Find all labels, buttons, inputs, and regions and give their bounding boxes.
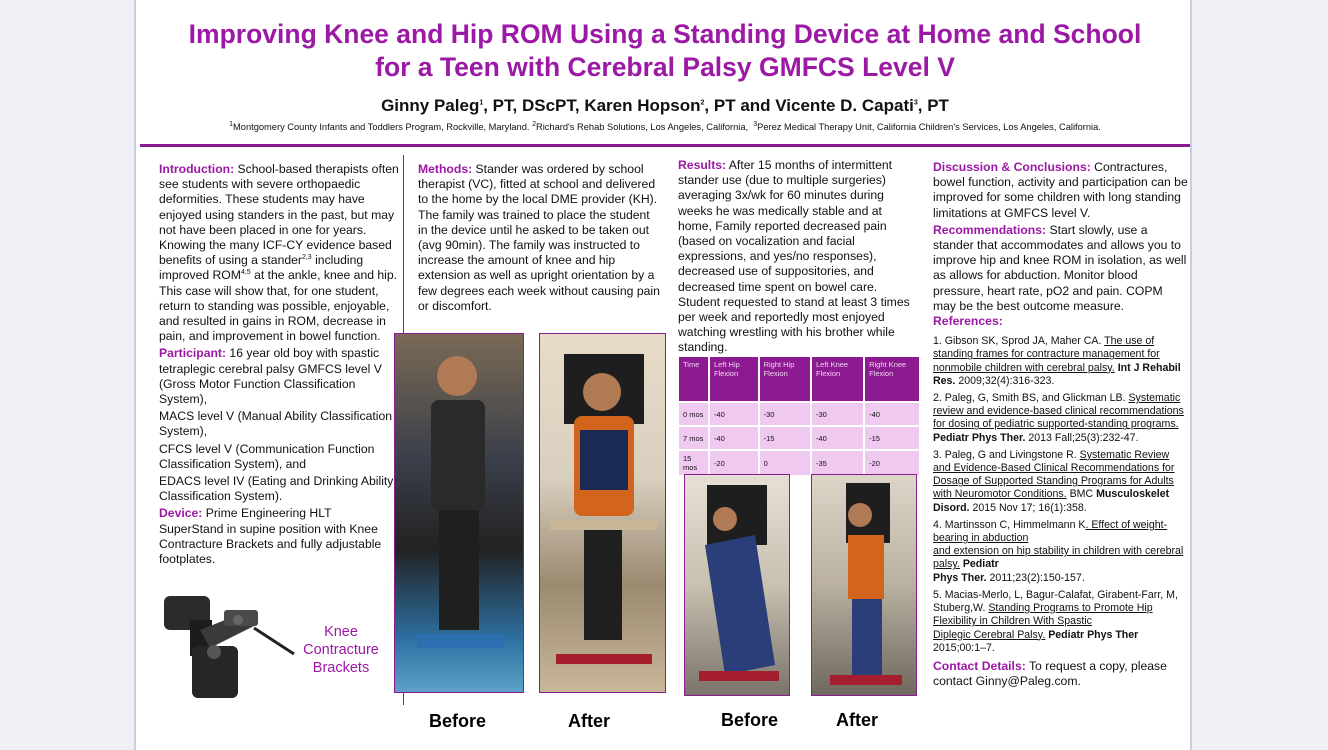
participant-heading: Participant: (159, 346, 227, 361)
table-row: 0 mos -40 -30 -30 -40 (679, 403, 919, 425)
affiliations: $^1$Montgomery County Infants and Toddlers Program, Rockville, Maryland. $^2$Richard's Rehab Solutions, Los Angeles, California, $^3$Perez Medical Therapy Unit, California Children's Services, Los Angeles, California. (229, 120, 1101, 132)
caption-after-1: After (568, 711, 611, 731)
contact-section: Contact Details: To request a copy, please contact Ginny@Paleg.com. (933, 658, 1167, 689)
photo-after-front (539, 333, 666, 693)
rom-header-right-hip: Right Hip Flexion (760, 357, 810, 401)
table-row: 15 mos -20 0 -35 -20 (679, 451, 919, 475)
references-heading: References: (933, 314, 1003, 329)
introduction-heading: Introduction: (159, 162, 235, 176)
reference-5: 5. Macias-Merlo, L, Bagur-Calafat, Girabent-Farr, M, Stuberg,W. Standing Programs to Promote Hip Flexibility in Children With Spastic Diplegic Cerebral Palsy. Pediatr Phys Ther 2015;00:1–7. (933, 588, 1178, 654)
methods-section: Methods: Stander was ordered by school therapist (VC), fitted at school and delivered to the home by the local DME provider (KH). The family was trained to place the student in the device until he asked to be taken out (avg 90min). The family was instructed to increase the amount of knee and hip extension as well as upright orientation by a few degrees each week without causing pain or discomfort. (418, 162, 660, 313)
discussion-section: Discussion & Conclusions: Contractures, bowel function, activity and participation can be improved for some children with long standing limitations at GMFCS level V. (933, 160, 1188, 220)
poster-title-line-2: for a Teen with Cerebral Palsy GMFCS Level V (375, 52, 955, 82)
reference-4: 4. Martinsson C, Himmelmann K. Effect of weight-bearing in abduction and extension on hip stability in children with cerebral palsy. Pediatr Phys Ther. 2011;23(2):150-157. (933, 518, 1184, 584)
knee-contracture-bracket-image (154, 590, 302, 702)
photo-before-front (394, 333, 524, 693)
column-4 (933, 160, 1189, 689)
bracket-label: Knee Contracture Brackets (303, 624, 379, 676)
header-rule (140, 144, 1190, 147)
rom-header-left-hip: Left Hip Flexion (710, 357, 758, 401)
recommendations-section: Recommendations: Start slowly, use a stander that accommodates and allows you to improve hip and knee ROM in isolation, as well as allows for abduction. Monitor blood pressure, heart rate, pO2 and pain. COPM may be the best outcome measure. (933, 222, 1187, 313)
device-heading: Device: (159, 506, 203, 521)
results-section: Results: After 15 months of intermittent stander use (due to multiple surgeries) averaging 3x/wk for 60 minutes during weeks he was medically stable and at home, Family reported decreased pain (based on vocalization and facial expressions, and yes/no responses), decreased use of suppositories, and decreased time spent on bowel care. Student requested to stand at least 3 times per week and reportedly most enjoyed watching wrestling with his brother while standing. (678, 158, 910, 355)
recommendations-heading: Recommendations: (933, 222, 1047, 237)
poster-title-line-1: Improving Knee and Hip ROM Using a Standing Device at Home and School (188, 19, 1142, 49)
rom-table-header-row (679, 357, 919, 401)
column-1 (159, 162, 399, 567)
caption-before-1: Before (429, 711, 487, 731)
results-heading: Results: (678, 158, 727, 172)
introduction-section: Introduction: School-based therapists often see students with severe orthopaedic deformities. These students may have enjoyed using standers in the past, but may not have been placed in one for years. Knowing the many ICF-CY evidence based benefits of using a stander$^{2,3}$ including improved ROM$^{4,5}$ at the ankle, knee and hip. This case will show that, for one student, return to standing was possible, enjoyable, and resulted in gains in ROM, decrease in pain, and improvement in bowel function. (159, 162, 399, 344)
participant-cfcs: CFCS level V (Communication Function Classification System), and (159, 441, 375, 471)
participant-edacs: EDACS level IV (Eating and Drinking Ability Classification System). (159, 474, 394, 504)
authors: Ginny Paleg$^1$, PT, DScPT, Karen Hopson$^2$, PT and Vicente D. Capati$^3$, PT (381, 96, 949, 115)
poster (134, 0, 1192, 750)
rom-header-left-knee: Left Knee Flexion (812, 357, 863, 401)
photo-before-side (684, 474, 790, 696)
rom-header-right-knee: Right Knee Flexion (865, 357, 919, 401)
column-3 (678, 158, 918, 356)
reference-3: 3. Paleg, G and Livingstone R. Systematic Review and Evidence-Based Clinical Recommendations for Dosage of Supported Standing Programs for Adults with Neuromotor Conditions. BMC Musculoskelet Disord. 2015 Nov 17; 16(1):358. (933, 448, 1175, 514)
column-2 (418, 162, 660, 314)
rom-table (677, 355, 921, 477)
caption-after-2: After (836, 710, 879, 730)
methods-heading: Methods: (418, 162, 473, 176)
participant-macs: MACS level V (Manual Ability Classification System), (159, 409, 393, 439)
discussion-heading: Discussion & Conclusions: (933, 160, 1091, 174)
rom-header-time: Time (679, 357, 708, 401)
table-row: 7 mos -40 -15 -40 -15 (679, 427, 919, 449)
contact-heading: Contact Details: (933, 658, 1026, 673)
caption-before-2: Before (721, 710, 779, 730)
device-section: Device: Prime Engineering HLT SuperStand in supine position with Knee Contracture Brackets and fully adjustable footplates. (159, 506, 382, 567)
reference-2: 2. Paleg, G, Smith BS, and Glickman LB. Systematic review and evidence-based clinical recommendations for dosing of pediatric supported-standing programs. Pediatr Phys Ther. 2013 Fall;25(3):232-47. (933, 392, 1184, 444)
reference-1: 1. Gibson SK, Sprod JA, Maher CA. The use of standing frames for contracture management for nonmobile children with cerebral palsy. Int J Rehabil Res. 2009;32(4):316-323. (933, 335, 1181, 387)
participant-section: Participant: 16 year old boy with spastic tetraplegic cerebral palsy GMFCS level V (Gross Motor Function Classification System), (159, 346, 382, 407)
photo-after-side (811, 474, 917, 696)
